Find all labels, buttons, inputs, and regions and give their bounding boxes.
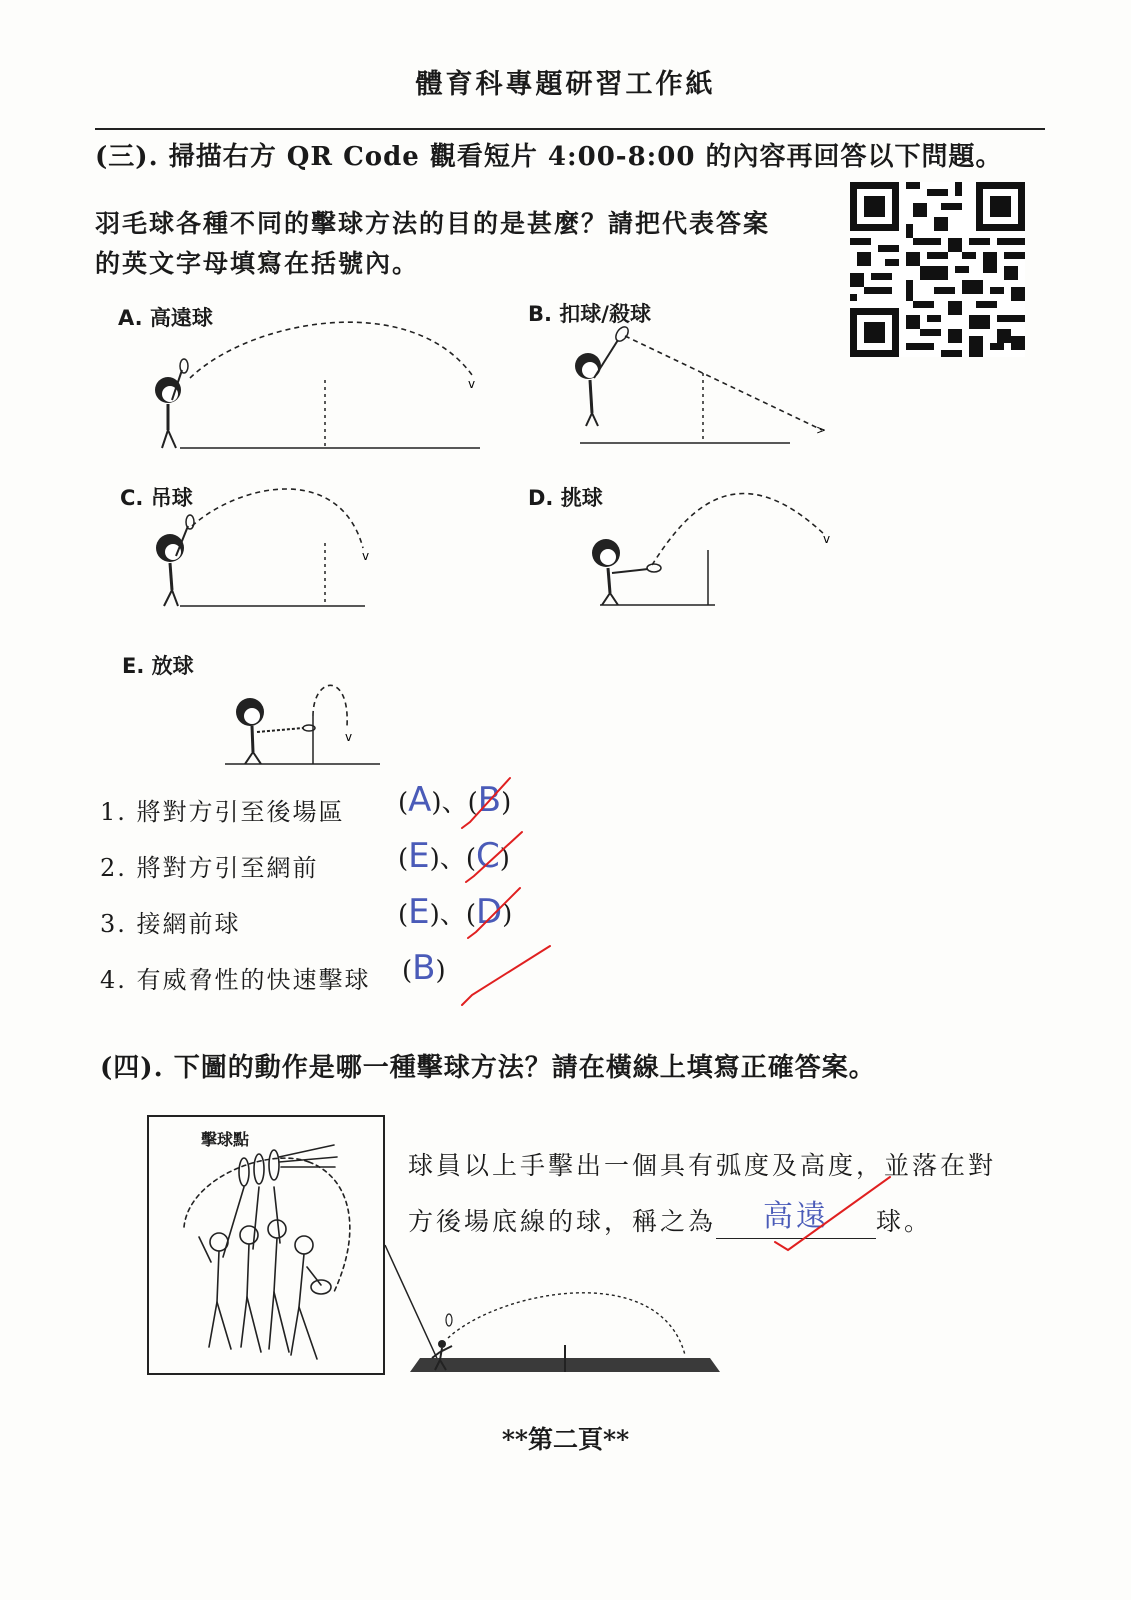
page-title: 體育科專題研習工作紙 xyxy=(415,69,716,100)
item-4-answer: (B) xyxy=(402,948,446,988)
item-3-text: 3. 接網前球 xyxy=(100,910,241,938)
handwritten-answer: D xyxy=(475,892,503,932)
clear-shot-diagram xyxy=(150,300,510,455)
description-line-2: 方後場底線的球，稱之為 高遠 球。 xyxy=(408,1194,932,1250)
smash-shot-diagram xyxy=(560,318,840,448)
diagram-label-e: E. 放球 xyxy=(122,654,194,678)
net-shot-diagram xyxy=(215,676,385,771)
page-number: **第二頁** xyxy=(501,1425,630,1454)
item-4-text: 4. 有威脅性的快速擊球 xyxy=(100,966,371,994)
figure-label: 擊球點 xyxy=(201,1130,250,1149)
svg-text:v: v xyxy=(345,730,353,744)
lift-shot-diagram xyxy=(580,465,850,610)
svg-text:>: > xyxy=(816,423,827,437)
handwritten-answer: E xyxy=(408,892,430,932)
handwritten-answer: A xyxy=(408,780,432,820)
svg-text:v: v xyxy=(362,549,370,563)
red-check-mark xyxy=(770,1172,900,1262)
player-sequence-illustration xyxy=(149,1117,383,1373)
description-line-1: 球員以上手擊出一個具有弧度及高度，並落在對 xyxy=(408,1151,997,1180)
handwritten-answer: C xyxy=(475,836,500,876)
diagram-label-b: B. 扣球/殺球 xyxy=(528,302,651,326)
item-1-answer: (A)、(B) xyxy=(398,780,512,820)
item-2-answer: (E)、(C) xyxy=(398,836,510,876)
section4-heading: (四). 下圖的動作是哪一種擊球方法？請在橫線上填寫正確答案。 xyxy=(100,1053,876,1083)
drop-shot-diagram xyxy=(150,468,390,613)
question-line-2: 的英文字母填寫在括號內。 xyxy=(95,249,420,278)
section3-heading: (三). 掃描右方 QR Code 觀看短片 4:00-8:00 的內容再回答以下問題。 xyxy=(95,142,1003,172)
court-diagram xyxy=(380,1240,730,1380)
red-check-marks xyxy=(440,770,570,1030)
divider xyxy=(95,128,1045,130)
handwritten-answer: B xyxy=(412,948,436,988)
handwritten-answer: 高遠 xyxy=(763,1199,830,1234)
diagram-label-a: A. 高遠球 xyxy=(118,306,213,330)
item-2-text: 2. 將對方引至網前 xyxy=(100,854,319,882)
diagram-label-d: D. 挑球 xyxy=(528,486,603,510)
diagram-label-c: C. 吊球 xyxy=(120,486,193,510)
item-1-text: 1. 將對方引至後場區 xyxy=(100,798,345,826)
svg-text:v: v xyxy=(823,532,831,546)
handwritten-answer: B xyxy=(477,780,502,820)
question-line-1: 羽毛球各種不同的擊球方法的目的是甚麼？請把代表答案 xyxy=(95,209,771,238)
qr-code-icon xyxy=(850,182,1025,357)
item-3-answer: (E)、(D) xyxy=(398,892,513,932)
svg-text:v: v xyxy=(468,377,476,391)
handwritten-answer: E xyxy=(408,836,430,876)
